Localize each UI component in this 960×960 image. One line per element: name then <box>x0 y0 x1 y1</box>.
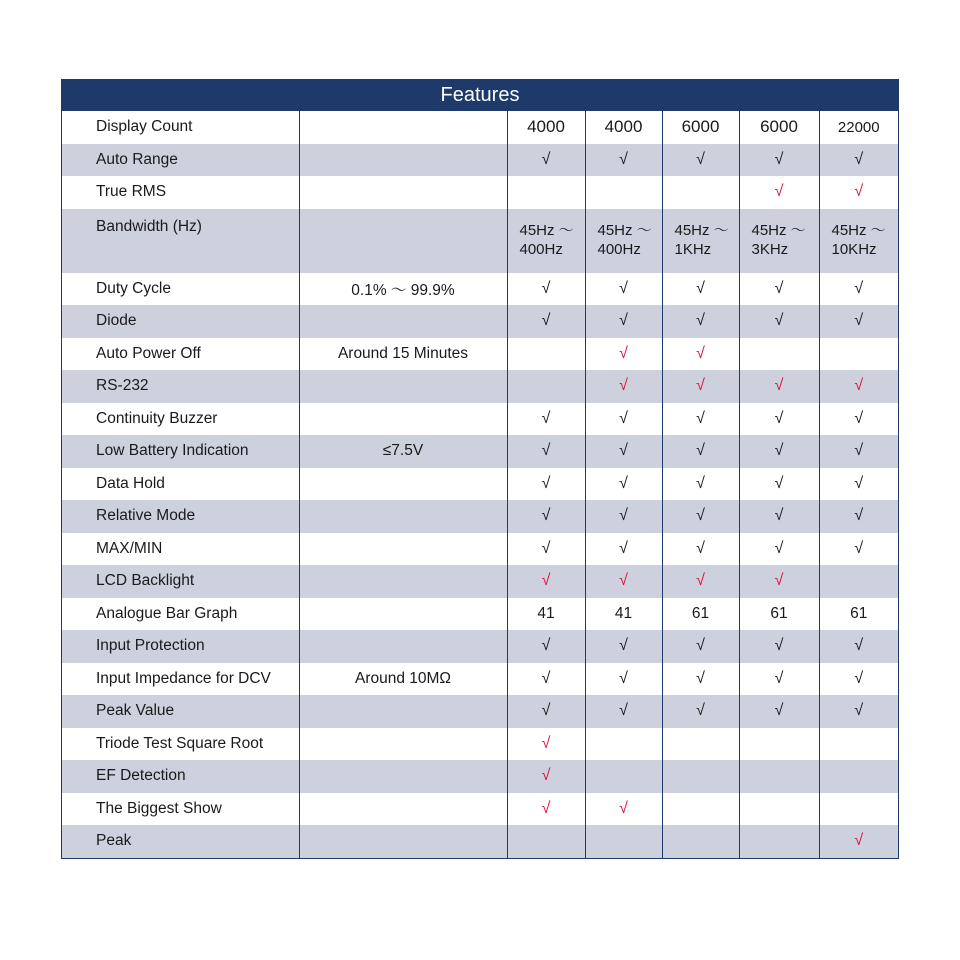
table-row <box>62 500 898 533</box>
feature-note <box>299 370 507 403</box>
check-mark-icon: √ <box>819 663 898 696</box>
table-cell <box>819 338 898 371</box>
check-mark-icon: √ <box>819 305 898 338</box>
table-cell: 41 <box>507 598 585 631</box>
feature-note: ≤7.5V <box>299 435 507 468</box>
feature-note: 0.1% ～ 99.9% <box>299 273 507 306</box>
check-mark-icon: √ <box>819 144 898 177</box>
feature-note <box>299 209 507 273</box>
features-table-frame <box>61 79 899 859</box>
check-mark-icon: √ <box>819 500 898 533</box>
table-row <box>62 825 898 858</box>
check-mark-icon: √ <box>819 468 898 501</box>
check-mark-icon: √ <box>507 533 585 566</box>
check-mark-icon: √ <box>819 630 898 663</box>
check-mark-icon: √ <box>585 793 662 826</box>
table-row <box>62 695 898 728</box>
table-cell <box>819 793 898 826</box>
table-cell <box>662 825 739 858</box>
check-mark-icon: √ <box>507 468 585 501</box>
bandwidth-value: 45Hz ～ 400Hz <box>585 209 662 273</box>
check-mark-icon: √ <box>507 305 585 338</box>
display-count-value: 6000 <box>739 111 819 144</box>
feature-note: Around 15 Minutes <box>299 338 507 371</box>
table-cell: 61 <box>819 598 898 631</box>
table-row <box>62 468 898 501</box>
check-mark-icon: √ <box>662 533 739 566</box>
feature-note <box>299 695 507 728</box>
check-mark-icon: √ <box>507 144 585 177</box>
features-title: Features <box>62 80 898 111</box>
table-cell: 61 <box>662 598 739 631</box>
table-row <box>62 403 898 436</box>
check-mark-icon: √ <box>585 663 662 696</box>
check-mark-icon: √ <box>507 435 585 468</box>
check-mark-icon: √ <box>662 144 739 177</box>
check-mark-icon: √ <box>739 144 819 177</box>
table-row <box>62 176 898 209</box>
table-row <box>62 598 898 631</box>
check-mark-icon: √ <box>662 630 739 663</box>
table-cell <box>739 825 819 858</box>
table-row <box>62 144 898 177</box>
check-mark-icon: √ <box>585 695 662 728</box>
feature-label: Relative Mode <box>62 500 299 533</box>
display-count-value: 4000 <box>585 111 662 144</box>
display-count-value: 4000 <box>507 111 585 144</box>
feature-label: Continuity Buzzer <box>96 409 218 427</box>
table-row <box>62 793 898 826</box>
feature-label: Analogue Bar Graph <box>96 604 238 622</box>
feature-label: Data Hold <box>96 474 165 492</box>
check-mark-icon: √ <box>739 630 819 663</box>
feature-label: Peak <box>62 825 299 858</box>
check-mark-icon: √ <box>585 370 662 403</box>
table-cell <box>819 760 898 793</box>
check-mark-icon: √ <box>507 728 585 761</box>
table-row <box>62 370 898 403</box>
table-cell <box>739 728 819 761</box>
table-row <box>62 209 898 273</box>
feature-note <box>299 728 507 761</box>
table-cell: 41 <box>585 598 662 631</box>
feature-note <box>299 468 507 501</box>
feature-label: Peak Value <box>62 695 299 728</box>
table-cell <box>819 565 898 598</box>
check-mark-icon: √ <box>507 793 585 826</box>
feature-note <box>299 598 507 631</box>
table-cell <box>819 728 898 761</box>
check-mark-icon: √ <box>739 305 819 338</box>
feature-label: MAX/MIN <box>96 539 163 557</box>
table-cell <box>585 176 662 209</box>
check-mark-icon: √ <box>507 500 585 533</box>
table-row <box>62 435 898 468</box>
table-row <box>62 338 898 371</box>
feature-note <box>299 111 507 144</box>
feature-note <box>299 500 507 533</box>
check-mark-icon: √ <box>739 663 819 696</box>
table-row <box>62 533 898 566</box>
check-mark-icon: √ <box>739 533 819 566</box>
check-mark-icon: √ <box>507 565 585 598</box>
table-row <box>62 728 898 761</box>
check-mark-icon: √ <box>585 468 662 501</box>
check-mark-icon: √ <box>507 630 585 663</box>
feature-label: Input Protection <box>62 630 299 663</box>
features-table <box>62 111 898 858</box>
check-mark-icon: √ <box>507 760 585 793</box>
bandwidth-value: 45Hz ～ 400Hz <box>507 209 585 273</box>
table-cell <box>739 338 819 371</box>
feature-note <box>299 305 507 338</box>
feature-note <box>299 176 507 209</box>
table-row <box>62 111 898 144</box>
check-mark-icon: √ <box>739 403 819 436</box>
table-row <box>62 630 898 663</box>
feature-label: Triode Test Square Root <box>96 734 264 752</box>
check-mark-icon: √ <box>819 533 898 566</box>
feature-label: Display Count <box>96 118 193 136</box>
feature-label: EF Detection <box>62 760 299 793</box>
check-mark-icon: √ <box>507 273 585 306</box>
check-mark-icon: √ <box>662 403 739 436</box>
check-mark-icon: √ <box>585 435 662 468</box>
check-mark-icon: √ <box>507 695 585 728</box>
check-mark-icon: √ <box>739 565 819 598</box>
feature-label: RS-232 <box>62 370 299 403</box>
check-mark-icon: √ <box>662 663 739 696</box>
table-cell <box>662 793 739 826</box>
feature-note <box>299 760 507 793</box>
check-mark-icon: √ <box>585 305 662 338</box>
check-mark-icon: √ <box>585 630 662 663</box>
check-mark-icon: √ <box>739 695 819 728</box>
bandwidth-value: 45Hz ～ 10KHz <box>819 209 898 273</box>
table-cell <box>739 760 819 793</box>
check-mark-icon: √ <box>819 695 898 728</box>
check-mark-icon: √ <box>585 273 662 306</box>
display-count-value: 22000 <box>819 111 898 144</box>
feature-note <box>299 565 507 598</box>
feature-label: Diode <box>62 305 299 338</box>
check-mark-icon: √ <box>507 403 585 436</box>
table-row <box>62 273 898 306</box>
bandwidth-value: 45Hz ～ 3KHz <box>739 209 819 273</box>
feature-label: Low Battery Indication <box>62 435 299 468</box>
feature-label: True RMS <box>96 183 167 201</box>
feature-label: LCD Backlight <box>62 565 299 598</box>
check-mark-icon: √ <box>585 533 662 566</box>
feature-note <box>299 533 507 566</box>
check-mark-icon: √ <box>739 370 819 403</box>
table-cell <box>585 760 662 793</box>
feature-label: Input Impedance for DCV <box>96 669 271 687</box>
table-cell <box>662 176 739 209</box>
feature-note <box>299 825 507 858</box>
feature-label: Duty Cycle <box>96 279 171 297</box>
table-cell: 61 <box>739 598 819 631</box>
check-mark-icon: √ <box>662 338 739 371</box>
check-mark-icon: √ <box>585 565 662 598</box>
table-cell <box>507 370 585 403</box>
table-cell <box>662 728 739 761</box>
display-count-value: 6000 <box>662 111 739 144</box>
check-mark-icon: √ <box>585 338 662 371</box>
table-row <box>62 565 898 598</box>
check-mark-icon: √ <box>662 500 739 533</box>
check-mark-icon: √ <box>507 663 585 696</box>
check-mark-icon: √ <box>819 370 898 403</box>
check-mark-icon: √ <box>739 435 819 468</box>
check-mark-icon: √ <box>819 403 898 436</box>
table-cell <box>739 793 819 826</box>
table-cell <box>507 338 585 371</box>
check-mark-icon: √ <box>819 273 898 306</box>
check-mark-icon: √ <box>662 695 739 728</box>
table-cell <box>507 825 585 858</box>
feature-label: The Biggest Show <box>96 799 222 817</box>
check-mark-icon: √ <box>585 144 662 177</box>
check-mark-icon: √ <box>739 468 819 501</box>
check-mark-icon: √ <box>585 403 662 436</box>
table-row <box>62 663 898 696</box>
feature-note <box>299 403 507 436</box>
bandwidth-value: 45Hz ～ 1KHz <box>662 209 739 273</box>
table-cell <box>507 176 585 209</box>
check-mark-icon: √ <box>662 273 739 306</box>
check-mark-icon: √ <box>819 176 898 209</box>
feature-label: Bandwidth (Hz) <box>62 209 299 273</box>
feature-label: Auto Range <box>62 144 299 177</box>
check-mark-icon: √ <box>662 565 739 598</box>
table-cell <box>585 728 662 761</box>
table-cell <box>585 825 662 858</box>
check-mark-icon: √ <box>662 370 739 403</box>
check-mark-icon: √ <box>662 435 739 468</box>
feature-label: Auto Power Off <box>96 344 201 362</box>
table-cell <box>662 760 739 793</box>
feature-note <box>299 793 507 826</box>
check-mark-icon: √ <box>819 825 898 858</box>
check-mark-icon: √ <box>662 468 739 501</box>
table-row <box>62 760 898 793</box>
check-mark-icon: √ <box>662 305 739 338</box>
check-mark-icon: √ <box>739 273 819 306</box>
feature-note: Around 10MΩ <box>299 663 507 696</box>
table-row <box>62 305 898 338</box>
check-mark-icon: √ <box>739 500 819 533</box>
check-mark-icon: √ <box>819 435 898 468</box>
check-mark-icon: √ <box>585 500 662 533</box>
feature-note <box>299 144 507 177</box>
check-mark-icon: √ <box>739 176 819 209</box>
feature-note <box>299 630 507 663</box>
